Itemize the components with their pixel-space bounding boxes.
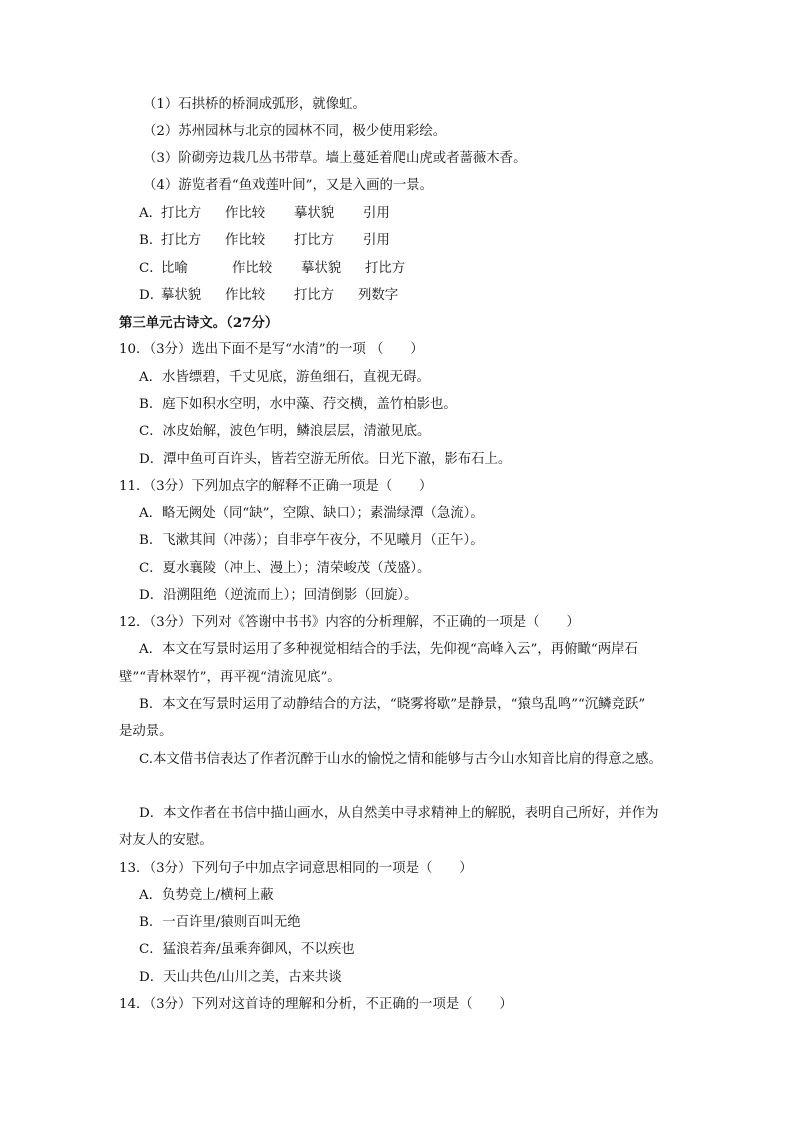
q10-option-c: C．冰皮始解，波色乍明，鳞浪层层，清澈见底。	[139, 424, 431, 439]
q12-option-d: D．本文作者在书信中描山画水，从自然美中寻求精神上的解脱，表明自己所好，并作为	[139, 806, 659, 821]
sentence-1: （1）石拱桥的桥洞成弧形，就像虹。	[143, 97, 366, 112]
option-item: 打比方	[294, 233, 335, 248]
q10-option-b: B．庭下如积水空明，水中藻、荇交横，盖竹柏影也。	[139, 397, 457, 412]
option-item: 摹状貌	[161, 288, 202, 303]
q13-option-b: B．一百许里/猿则百叫无绝	[139, 915, 301, 930]
sentence-4: （4）游览者看“鱼戏莲叶间”，又是入画的一景。	[143, 178, 434, 193]
question-14-stem: 14．（3分）下列对这首诗的理解和分析，不正确的一项是（ ）	[119, 997, 513, 1012]
option-letter: B．	[139, 233, 163, 248]
q10-option-a: A．水皆缥碧，千丈见底，游鱼细石，直视无碍。	[139, 370, 430, 385]
q11-option-b: B．飞漱其间（冲荡）；自非亭午夜分，不见曦月（正午）。	[139, 533, 484, 548]
q12-option-a-cont: 壁”“青林翠竹”，再平视“清流见底”。	[119, 670, 341, 685]
option-item: 作比较	[225, 288, 266, 303]
q12-option-c: C.本文借书信表达了作者沉醉于山水的愉悦之情和能够与古今山水知音比肩的得意之感。	[139, 752, 662, 767]
option-item: 打比方	[365, 261, 406, 276]
q12-option-b-cont: 是动景。	[119, 724, 173, 739]
option-letter: A．	[139, 206, 163, 221]
q11-option-c: C．夏水襄陵（冲上、漫上）；清荣峻茂（茂盛）。	[139, 561, 431, 576]
option-item: 引用	[363, 206, 390, 221]
option-item: 打比方	[161, 233, 202, 248]
option-item: 摹状貌	[294, 206, 335, 221]
option-letter: D．	[139, 288, 164, 303]
section-heading: 第三单元古诗文。（27分）	[119, 315, 279, 331]
option-item: 比喻	[161, 261, 188, 276]
option-item: 列数字	[358, 288, 399, 303]
option-item: 作比较	[232, 261, 273, 276]
question-13-stem: 13．（3分）下列句子中加点字词意思相同的一项是（ ）	[119, 861, 473, 876]
question-12-stem: 12．（3分）下列对《答谢中书书》内容的分析理解，不正确的一项是（ ）	[119, 615, 580, 630]
q12-option-b: B．本文在写景时运用了动静结合的方法，“晓雾将歇”是静景，“猿鸟乱鸣”“沉鳞竞跃”	[139, 697, 646, 712]
q13-option-c: C．猛浪若奔/虽乘奔御风，不以疾也	[139, 942, 355, 957]
sentence-2: （2）苏州园林与北京的园林不同，极少使用彩绘。	[143, 124, 447, 139]
option-item: 打比方	[294, 288, 335, 303]
option-item: 摹状貌	[301, 261, 342, 276]
q10-option-d: D．潭中鱼可百许头，皆若空游无所依。日光下澈，影布石上。	[139, 452, 512, 467]
q12-option-d-cont: 对友人的安慰。	[119, 833, 213, 848]
q13-option-d: D．天山共色/山川之美，古来共谈	[139, 970, 342, 985]
option-item: 打比方	[161, 206, 202, 221]
option-item: 引用	[363, 233, 390, 248]
question-11-stem: 11．（3分）下列加点字的解释不正确一项是（ ）	[119, 479, 433, 494]
sentence-3: （3）阶砌旁边栽几丛书带草。墙上蔓延着爬山虎或者蔷薇木香。	[143, 151, 527, 166]
option-item: 作比较	[225, 233, 266, 248]
q13-option-a: A．负势竞上/横柯上蔽	[139, 888, 274, 903]
option-letter: C．	[139, 261, 163, 276]
question-10-stem: 10．（3分）选出下面不是写“水清”的一项 （ ）	[119, 342, 424, 357]
q11-option-a: A．略无阙处（同“缺”，空隙、缺口）；素湍绿潭（急流）。	[139, 506, 484, 521]
q12-option-a: A．本文在写景时运用了多种视觉相结合的手法，先仰视“高峰入云”，再俯瞰“两岸石	[139, 642, 638, 657]
option-item: 作比较	[225, 206, 266, 221]
q11-option-d: D．沿溯阻绝（逆流而上）；回清倒影（回旋）。	[139, 588, 418, 603]
